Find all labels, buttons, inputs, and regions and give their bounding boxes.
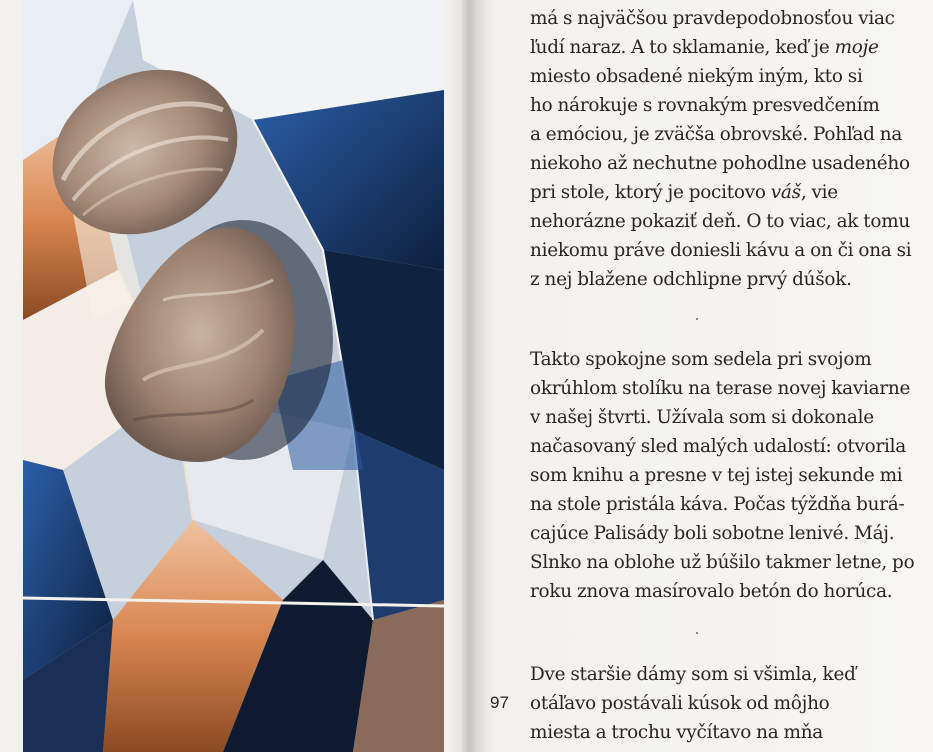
italic-text: váš — [770, 182, 801, 203]
paragraph-2 — [530, 345, 914, 606]
text-segment: Dve staršie dámy som si všimla, keď — [530, 664, 856, 685]
italic-text: moje — [834, 37, 879, 58]
text-line — [530, 432, 914, 461]
section-separator — [696, 632, 698, 634]
paragraph-3 — [530, 660, 856, 747]
text-segment: miesta a trochu vyčítavo na mňa — [530, 722, 824, 743]
text-line — [530, 62, 911, 91]
text-line — [530, 461, 914, 490]
stones-photograph — [23, 0, 444, 752]
text-segment: roku znova masírovalo betón do horúca. — [530, 581, 893, 602]
text-line — [530, 490, 914, 519]
text-segment: má s najväčšou pravdepodobnosťou viac — [530, 8, 895, 29]
text-segment: na stole pristála káva. Počas týždňa burá- — [530, 494, 905, 515]
text-line — [530, 149, 911, 178]
text-segment: som knihu a presne v tej istej sekunde mi — [530, 465, 903, 486]
text-line — [530, 33, 911, 62]
text-line — [530, 660, 856, 689]
text-line — [530, 178, 911, 207]
right-page — [470, 0, 933, 752]
text-line — [530, 718, 856, 747]
text-line — [530, 689, 856, 718]
text-segment: niekoho až nechutne pohodlne usadeného — [530, 153, 910, 174]
text-line — [530, 345, 914, 374]
text-segment: a emóciou, je zväčša obrovské. Pohľad na — [530, 124, 903, 145]
section-separator — [696, 318, 698, 320]
text-segment: okrúhlom stolíku na terase novej kaviarne — [530, 378, 911, 399]
text-segment: niekomu práve doniesli kávu a on či ona si — [530, 240, 912, 261]
two-stones-over-refracted-light-icon — [23, 0, 444, 752]
text-line — [530, 577, 914, 606]
text-line — [530, 374, 914, 403]
text-line — [530, 519, 914, 548]
text-segment: otáľavo postávali kúsok od môjho — [530, 693, 830, 714]
text-segment: miesto obsadené niekým iným, kto si — [530, 66, 863, 87]
text-segment: načasovaný sled malých udalostí: otvorila — [530, 436, 906, 457]
text-segment: ľudí naraz. A to sklamanie, keď je — [530, 37, 835, 58]
page-number: 97 — [490, 693, 509, 712]
text-segment: Takto spokojne som sedela pri svojom — [530, 349, 872, 370]
text-segment: ho nárokuje s rovnakým presvedčením — [530, 95, 880, 116]
text-line — [530, 265, 911, 294]
paragraph-1 — [530, 4, 911, 294]
text-segment: z nej blažene odchlipne prvý dúšok. — [530, 269, 852, 290]
text-segment: pri stole, ktorý je pocitovo — [530, 182, 771, 203]
text-segment: v našej štvrti. Užívala som si dokonale — [530, 407, 874, 428]
text-segment: , vie — [800, 182, 838, 203]
text-line — [530, 403, 914, 432]
text-line — [530, 548, 914, 577]
text-line — [530, 236, 911, 265]
text-segment: cajúce Palisády boli sobotne lenivé. Máj. — [530, 523, 895, 544]
text-line — [530, 91, 911, 120]
text-line — [530, 120, 911, 149]
text-segment: Slnko na oblohe už búšilo takmer letne, po — [530, 552, 915, 573]
text-line — [530, 4, 911, 33]
left-page — [0, 0, 462, 752]
text-segment: nehorázne pokaziť deň. O to viac, ak tomu — [530, 211, 911, 232]
text-line — [530, 207, 911, 236]
